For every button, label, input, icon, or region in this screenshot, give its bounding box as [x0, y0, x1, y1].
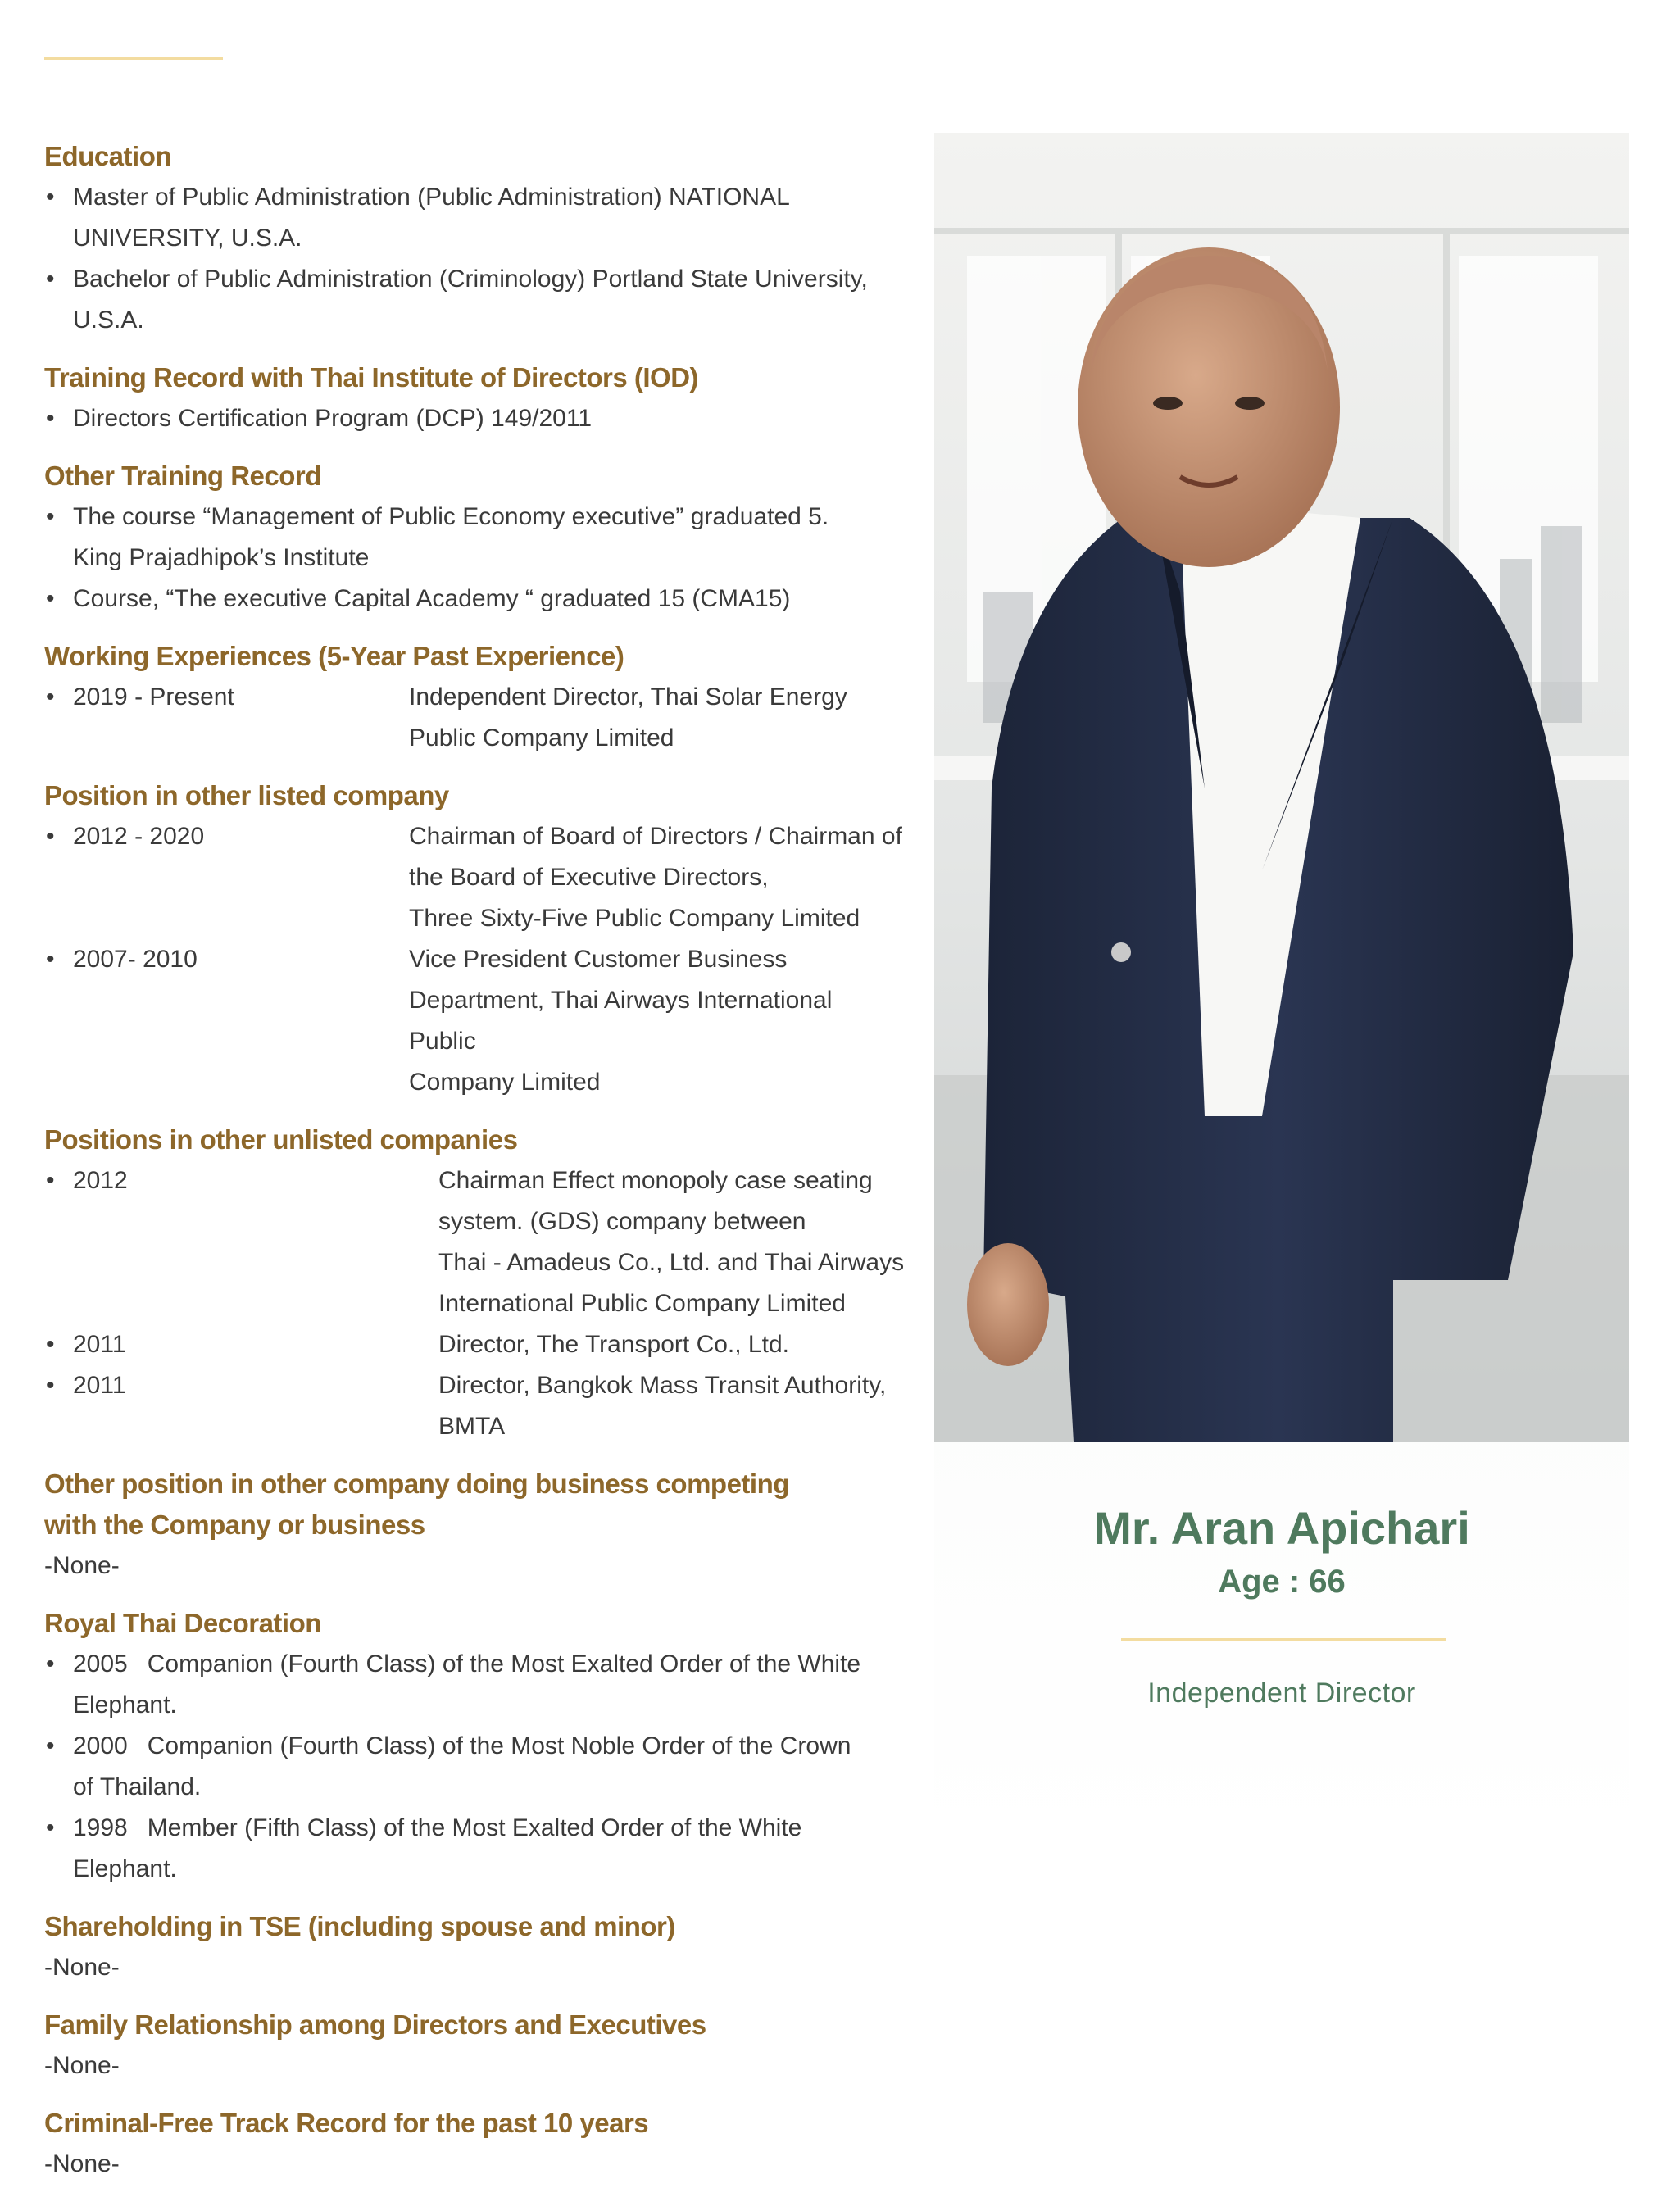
- name-divider: [1121, 1638, 1446, 1641]
- competing-business-heading: Other position in other company doing business competing with the Company or business: [44, 1469, 789, 1540]
- decoration-year: 2000: [73, 1732, 128, 1759]
- portrait-illustration: [934, 133, 1629, 1442]
- decoration-year: 1998: [73, 1814, 128, 1841]
- royal-decoration-section: [44, 1603, 905, 1890]
- education-section: [44, 136, 905, 341]
- experience-period: • 2011: [73, 1372, 126, 1399]
- other-training-item: • The course “Management of Public Economy executive” graduated 5. King Prajadhipok’s Institute: [44, 497, 905, 579]
- education-heading: Education: [44, 141, 172, 171]
- criminal-record-section: [44, 2103, 905, 2185]
- shareholding-value: -None-: [44, 1954, 120, 1981]
- criminal-record-value: -None-: [44, 2150, 120, 2177]
- unlisted-company-section: [44, 1119, 905, 1447]
- director-age: Age : 66: [1218, 1564, 1346, 1600]
- decoration-item: • 1998 Member (Fifth Class) of the Most Exalted Order of the White Elephant.: [44, 1808, 905, 1890]
- biography-content: [44, 136, 905, 2201]
- family-relationship-heading: Family Relationship among Directors and Executives: [44, 2009, 706, 2040]
- unlisted-company-heading: Positions in other unlisted companies: [44, 1124, 518, 1155]
- director-position: Independent Director: [1147, 1678, 1416, 1709]
- other-training-heading: Other Training Record: [44, 461, 321, 491]
- shareholding-heading: Shareholding in TSE (including spouse and minor): [44, 1911, 675, 1941]
- experience-entry: • 2007- 2010 Vice President Customer Business Department, Thai Airways International Public Company Limited: [44, 939, 905, 1103]
- listed-company-section: [44, 775, 905, 1103]
- royal-decoration-heading: Royal Thai Decoration: [44, 1608, 321, 1638]
- experience-period: • 2011: [73, 1331, 126, 1358]
- experience-period: • 2019 - Present: [73, 683, 234, 711]
- decoration-item: • 2005 Companion (Fourth Class) of the Most Exalted Order of the White Elephant.: [44, 1644, 905, 1726]
- decoration-item: • 2000 Companion (Fourth Class) of the Most Noble Order of the Crown of Thailand.: [44, 1726, 905, 1808]
- competing-business-section: [44, 1464, 905, 1587]
- experience-entry: • 2019 - Present Independent Director, Thai Solar Energy Public Company Limited: [44, 677, 905, 759]
- experience-period: • 2012 - 2020: [73, 823, 205, 850]
- experience-period: • 2007- 2010: [73, 946, 198, 973]
- working-experience-section: [44, 636, 905, 759]
- experience-entry: • 2011 Director, The Transport Co., Ltd.: [44, 1324, 905, 1365]
- shareholding-section: [44, 1906, 905, 1988]
- criminal-record-heading: Criminal-Free Track Record for the past 10 years: [44, 2108, 649, 2138]
- profile-panel: [934, 133, 1629, 2211]
- other-training-section: [44, 456, 905, 620]
- director-name: Mr. Aran Apichari: [1093, 1502, 1470, 1554]
- education-item: • Bachelor of Public Administration (Criminology) Portland State University, U.S.A.: [44, 259, 905, 341]
- iod-training-heading: Training Record with Thai Institute of Directors (IOD): [44, 362, 699, 393]
- listed-company-heading: Position in other listed company: [44, 780, 449, 810]
- other-training-item: • Course, “The executive Capital Academy “ graduated 15 (CMA15): [44, 579, 905, 620]
- iod-training-section: [44, 357, 905, 439]
- competing-business-value: -None-: [44, 1552, 120, 1579]
- experience-entry: • 2012 Chairman Effect monopoly case seating system. (GDS) company between Thai - Amadeus Co., Ltd. and Thai Airways International Public Company Limited: [44, 1160, 905, 1324]
- experience-entry: • 2011 Director, Bangkok Mass Transit Authority, BMTA: [44, 1365, 905, 1447]
- iod-training-item: • Directors Certification Program (DCP) 149/2011: [44, 398, 905, 439]
- portrait-photo: [934, 133, 1629, 1442]
- experience-period: • 2012: [73, 1167, 128, 1194]
- experience-entry: • 2012 - 2020 Chairman of Board of Directors / Chairman of the Board of Executive Directors, Three Sixty-Five Public Company Limited: [44, 816, 905, 939]
- working-experience-heading: Working Experiences (5-Year Past Experience): [44, 641, 624, 671]
- family-relationship-value: -None-: [44, 2052, 120, 2079]
- decoration-year: 2005: [73, 1650, 128, 1678]
- family-relationship-section: [44, 2004, 905, 2086]
- education-item: • Master of Public Administration (Public Administration) NATIONAL UNIVERSITY, U.S.A.: [44, 177, 905, 259]
- top-accent-rule: [44, 57, 223, 60]
